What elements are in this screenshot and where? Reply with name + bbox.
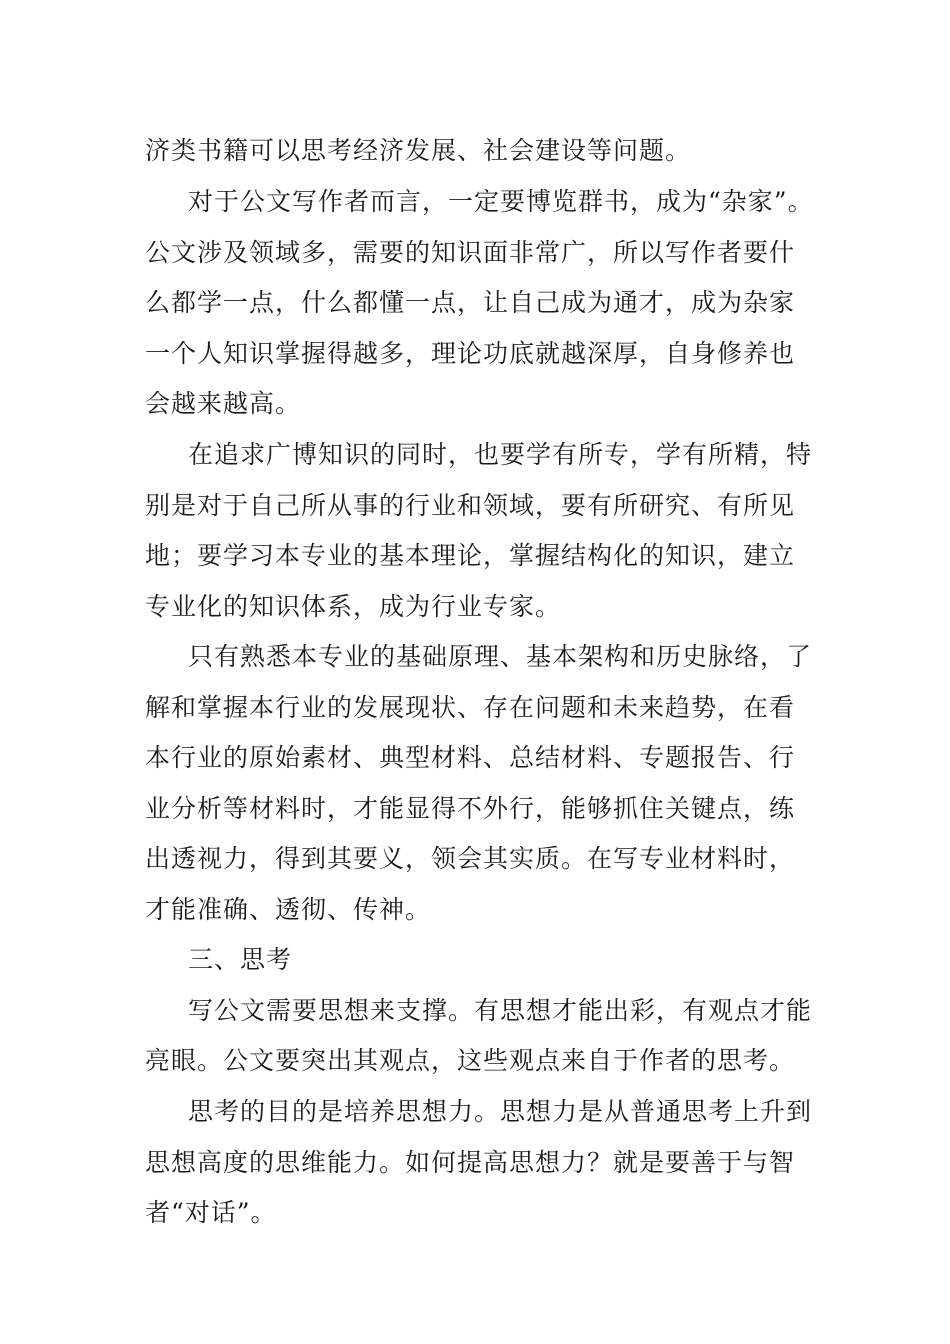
paragraph-first-line: 只有熟悉本专业的基础原理、基本架构和历史脉络，了 [188, 642, 813, 671]
paragraph-first-line: 写公文需要思想来支撑。有思想才能出彩，有观点才能 [188, 996, 813, 1025]
text-line: 才能准确、透彻、传神。 [145, 895, 432, 924]
text-line: 思想高度的思维能力。如何提高思想力？就是要善于与智 [145, 1148, 796, 1177]
paragraph-first-line: 在追求广博知识的同时，也要学有所专，学有所精，特 [188, 440, 813, 469]
text-line: 出透视力，得到其要义，领会其实质。在写专业材料时， [145, 844, 796, 873]
text-line: 会越来越高。 [145, 389, 302, 418]
text-line: 地；要学习本专业的基本理论，掌握结构化的知识，建立 [145, 541, 796, 570]
text-line: 专业化的知识体系，成为行业专家。 [145, 592, 562, 621]
text-line: 业分析等材料时，才能显得不外行，能够抓住关键点，练 [145, 794, 796, 823]
paragraph-first-line: 思考的目的是培养思想力。思想力是从普通思考上升到 [188, 1097, 813, 1126]
text-line: 本行业的原始素材、典型材料、总结材料、专题报告、行 [145, 743, 796, 772]
paragraph-first-line: 对于公文写作者而言，一定要博览群书，成为“杂家”。 [188, 187, 814, 216]
text-line: 解和掌握本行业的发展现状、存在问题和未来趋势，在看 [145, 693, 796, 722]
text-line: 么都学一点，什么都懂一点，让自己成为通才，成为杂家 [145, 288, 796, 317]
text-line: 别是对于自己所从事的行业和领域，要有所研究、有所见 [145, 491, 796, 520]
text-line: 公文涉及领域多，需要的知识面非常广，所以写作者要什 [145, 238, 796, 267]
section-heading: 三、思考 [188, 945, 293, 974]
text-line: 一个人知识掌握得越多，理论功底就越深厚，自身修养也 [145, 339, 796, 368]
text-line: 者“对话”。 [145, 1198, 277, 1227]
text-line: 济类书籍可以思考经济发展、社会建设等问题。 [145, 136, 692, 165]
text-line: 亮眼。公文要突出其观点，这些观点来自于作者的思考。 [145, 1046, 796, 1075]
